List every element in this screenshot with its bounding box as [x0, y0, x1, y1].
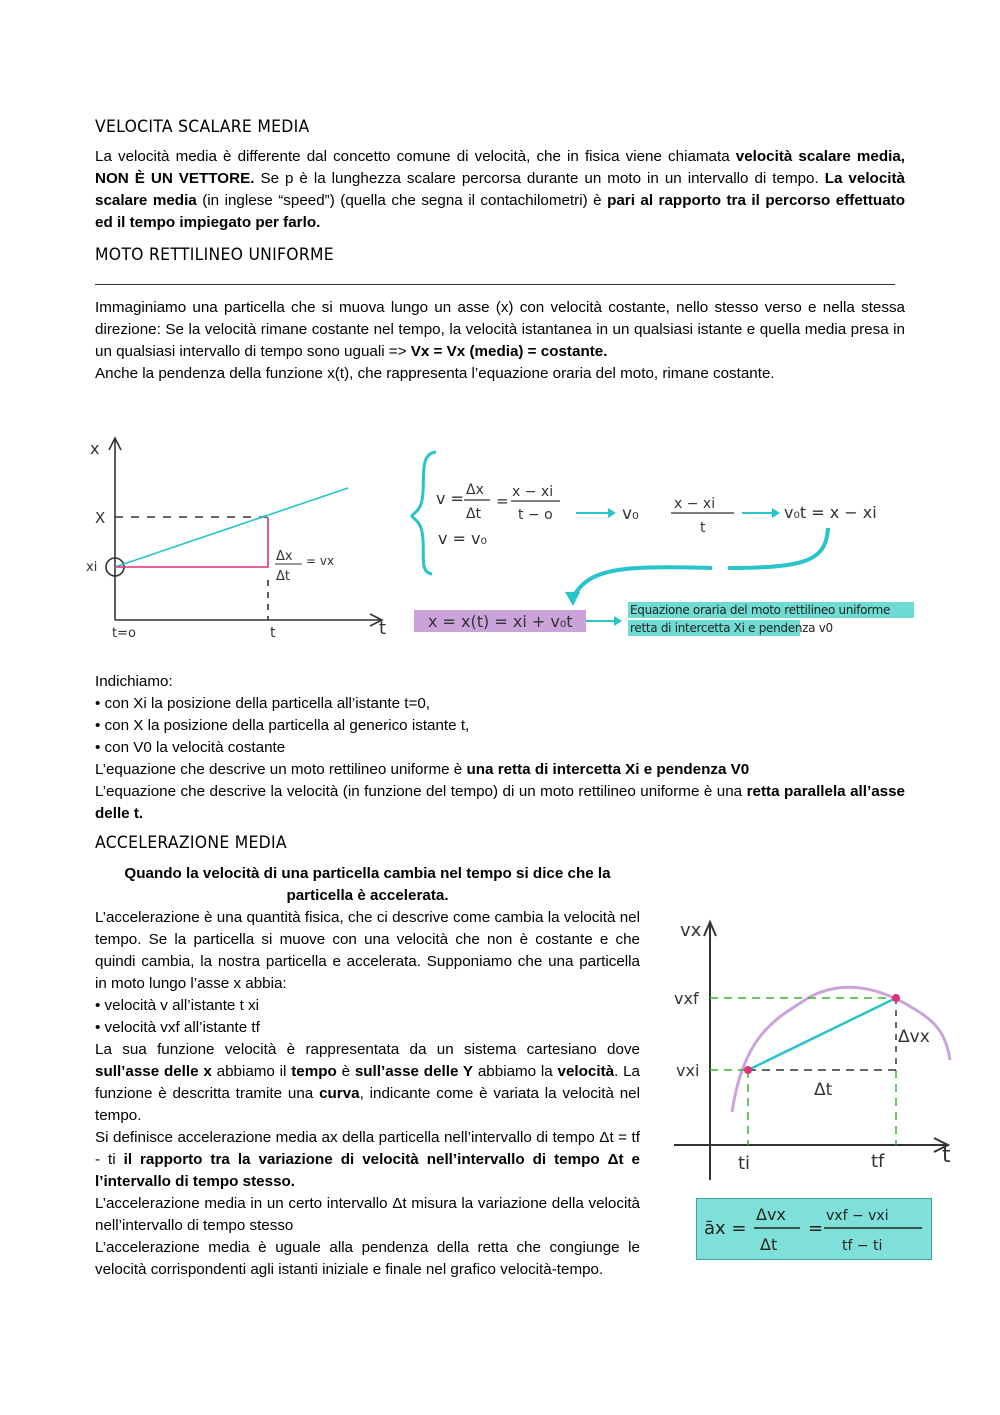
arrow-3-head — [614, 616, 622, 626]
text-bold: il rapporto tra la variazione di velocità nell’intervallo di tempo Δt e l’intervallo di tempo stesso. — [95, 1151, 641, 1190]
text: abbiamo la — [473, 1063, 558, 1080]
eq-frac2-den: t − o — [518, 507, 553, 523]
result-equation: x = x(t) = xi + v₀t — [428, 612, 573, 631]
paragraph-indichiamo — [95, 671, 905, 825]
text: L’accelerazione media in un certo intervallo Δt misura la variazione della velocità nell’intervallo di tempo stesso — [95, 1195, 640, 1234]
text: . La funzione è descritta tramite una — [95, 1063, 641, 1102]
tick-ti: ti — [738, 1153, 751, 1174]
formula-lhs: āx = — [704, 1218, 747, 1239]
text: L’accelerazione media è uguale alla pendenza della retta che congiunge le velocità corrispondenti agli istanti iniziale e finale nel grafico velocità-tempo. — [95, 1239, 640, 1278]
text: Anche la pendenza della funzione x(t), che rappresenta l’equazione oraria del moto, rimane costante. — [95, 365, 775, 382]
delta-vx-label: Δvx — [898, 1027, 930, 1047]
text: L’equazione che descrive la velocità (in funzione del tempo) di un moto rettilineo uniforme è una — [95, 783, 747, 800]
list-item: • velocità v all’istante t xi — [95, 997, 260, 1014]
list-item: • con V0 la velocità costante — [95, 739, 286, 756]
eq-frac2-num: x − xi — [512, 484, 554, 500]
formula-f1-num: Δvx — [756, 1205, 786, 1224]
text-bold: Vx = Vx (media) = costante. — [410, 343, 608, 360]
heading-velocita-scalare-media: VELOCITA SCALARE MEDIA — [95, 117, 310, 137]
text-bold: una retta di intercetta Xi e pendenza V0 — [466, 761, 750, 778]
tick-vxf: vxf — [674, 989, 699, 1008]
step3: v₀t = x − xi — [784, 503, 877, 522]
x-axis-label: t — [379, 618, 387, 639]
paragraph-velocita-scalare — [95, 146, 905, 234]
arrow-1-head — [608, 508, 616, 518]
paragraph-accelerazione — [95, 907, 640, 1281]
tick-tf: tf — [871, 1151, 885, 1172]
eq-frac1-num: Δx — [466, 482, 484, 498]
slope-numerator: Δx — [276, 549, 293, 564]
text: La sua funzione velocità è rappresentata da un sistema cartesiano dove — [95, 1041, 640, 1058]
secant-line — [748, 998, 896, 1070]
tick-x: X — [95, 509, 106, 527]
curved-arrow-head — [565, 592, 580, 606]
tick-vxi: vxi — [676, 1061, 700, 1080]
step2-den: t — [700, 520, 706, 536]
formula-f2-den: tf − ti — [842, 1238, 883, 1254]
figure-position-time-graph — [80, 430, 400, 650]
y-axis-label: vx — [680, 920, 702, 941]
text-bold: retta parallela all’asse delle t. — [95, 783, 905, 822]
tick-t0: t=o — [112, 626, 136, 641]
formula-accel-media — [696, 1198, 932, 1260]
text: Immaginiamo una particella che si muova lungo un asse (x) con velocità costante, nello stesso verso e nella stessa direzione: Se la velocità rimane costante nel tempo, la velocità istantanea in un qualsiasi istante e quella media presa in un qualsiasi intervallo di tempo sono uguali => — [95, 299, 905, 360]
step1-v0: v₀ — [622, 504, 639, 524]
divider — [95, 284, 895, 285]
figure-velocity-time-graph — [668, 912, 968, 1182]
paragraph-moto-rettilineo — [95, 297, 905, 385]
text-bold: velocità scalare media, NON È UN VETTORE. — [95, 148, 905, 187]
text: L’accelerazione è una quantità fisica, che ci descrive come cambia la velocità nel tempo. Se la particella si muove con una velocità che non è costante e che quindi cambia, la nostra particella e accelerata. Supponiamo che una particella in moto lungo l’asse x abbia: — [95, 909, 640, 992]
text: Indichiamo: — [95, 673, 173, 690]
slope-equals: = vx — [306, 554, 335, 568]
centered-bold-statement: Quando la velocità di una particella cambia nel tempo si dice che la particella è accelerata. — [124, 865, 611, 904]
text: è — [336, 1063, 355, 1080]
text-bold: curva — [319, 1085, 360, 1102]
delta-t-label: Δt — [814, 1080, 833, 1100]
list-item: • con X la posizione della particella al generico istante t, — [95, 717, 470, 734]
formula-f2-num: vxf − vxi — [826, 1208, 889, 1224]
formula-equals: = — [808, 1218, 824, 1239]
text-bold: pari al rapporto tra il percorso effettuato ed il tempo impiegato per farlo. — [95, 192, 905, 231]
eq-v: v = — [436, 489, 464, 508]
text: abbiamo il — [211, 1063, 292, 1080]
eq-equals: = — [496, 492, 509, 510]
text: La velocità media è differente dal concetto comune di velocità, che in fisica viene chiamata — [95, 148, 736, 165]
brace — [412, 452, 436, 574]
heading-accelerazione-media: ACCELERAZIONE MEDIA — [95, 833, 287, 853]
text-bold: tempo — [291, 1063, 337, 1080]
text-bold: sull’asse delle Y — [354, 1063, 474, 1080]
text: Se p è la lunghezza scalare percorsa durante un moto in un intervallo di tempo. — [254, 170, 825, 187]
tick-xi: xi — [86, 560, 98, 575]
text: (in inglese “speed”) (quella che segna il contachilometri) è — [196, 192, 608, 209]
step2-num: x − xi — [674, 496, 716, 512]
list-item: • con Xi la posizione della particella all’istante t=0, — [95, 695, 430, 712]
y-axis-label: x — [90, 439, 100, 458]
arrow-2-head — [772, 508, 780, 518]
text: , indicante come è variata la velocità nel tempo. — [95, 1085, 640, 1124]
text: L’equazione che descrive un moto rettilineo uniforme è — [95, 761, 467, 778]
eq-frac1-den: Δt — [466, 506, 482, 522]
point-final — [892, 994, 900, 1002]
curved-arrow — [573, 528, 828, 598]
formula-f1-den: Δt — [760, 1235, 778, 1254]
eq-v0: v = v₀ — [438, 529, 487, 548]
text-bold: sull’asse delle x — [95, 1063, 212, 1080]
point-initial — [744, 1066, 752, 1074]
x-axis-label: t — [942, 1143, 951, 1168]
slope-denominator: Δt — [276, 569, 290, 584]
tick-t: t — [270, 625, 276, 641]
list-item: • velocità vxf all’istante tf — [95, 1019, 260, 1036]
text-bold: La velocità scalare media — [95, 170, 905, 209]
equation-note: Equazione oraria del moto rettilineo uniforme retta di intercetta Xi e pendenza v0 — [630, 603, 891, 635]
velocity-curve — [732, 987, 950, 1112]
text-bold: velocità — [557, 1063, 615, 1080]
heading-moto-rettilineo-uniforme: MOTO RETTILINEO UNIFORME — [95, 245, 334, 265]
text: Si definisce accelerazione media ax della particella nell’intervallo di tempo Δt = tf - ti — [95, 1129, 640, 1168]
